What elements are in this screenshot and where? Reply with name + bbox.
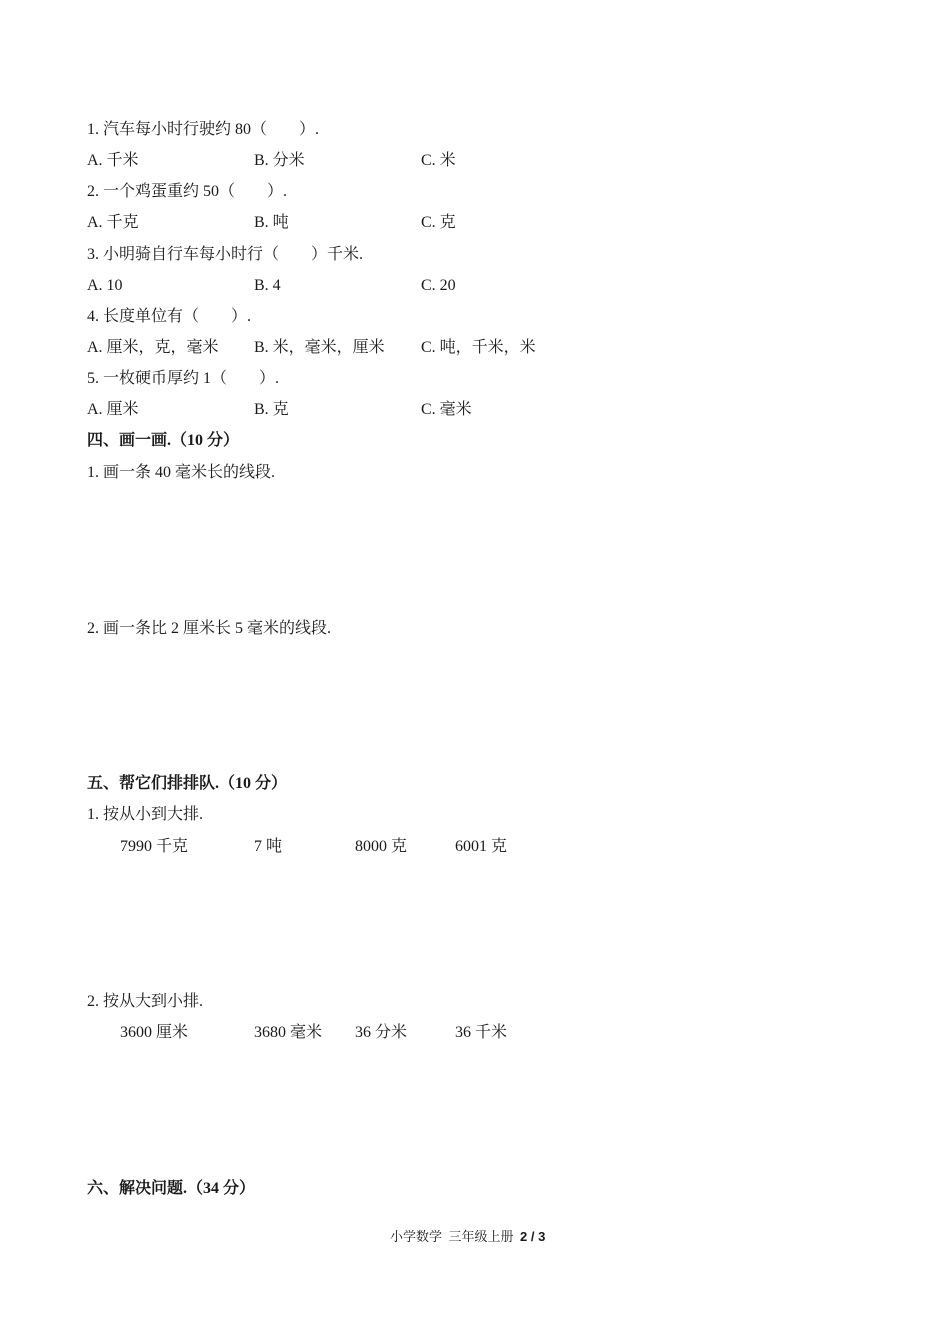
q2-option-b: B. 吨 xyxy=(254,214,289,231)
sort-item: 6001 克 xyxy=(455,838,508,855)
q3-option-c: C. 20 xyxy=(421,277,456,294)
sort-item: 36 分米 xyxy=(355,1024,408,1041)
q5-option-c: C. 毫米 xyxy=(421,401,472,418)
question-3: 3. 小明骑自行车每小时行（ ）千米. xyxy=(87,246,364,263)
sort-item: 7 吨 xyxy=(254,838,283,855)
q3-option-a: A. 10 xyxy=(87,277,123,294)
q5-option-a: A. 厘米 xyxy=(87,401,139,418)
question-4: 4. 长度单位有（ ）. xyxy=(87,308,252,325)
q1-option-a: A. 千米 xyxy=(87,152,139,169)
section-5-question-2: 2. 按从大到小排. xyxy=(87,993,204,1010)
question-1: 1. 汽车每小时行驶约 80（ ）. xyxy=(87,121,320,138)
sort-item: 7990 千克 xyxy=(120,838,189,855)
footer-text: 小学数学 三年级上册 xyxy=(390,1229,521,1244)
section-4-question-2: 2. 画一条比 2 厘米长 5 毫米的线段. xyxy=(87,620,332,637)
section-5-question-1: 1. 按从小到大排. xyxy=(87,806,204,823)
section-5-heading: 五、帮它们排排队.（10 分） xyxy=(87,775,288,792)
q2-option-a: A. 千克 xyxy=(87,214,139,231)
q4-option-c: C. 吨，千米，米 xyxy=(421,339,536,356)
section-4-heading: 四、画一画.（10 分） xyxy=(87,432,240,449)
q4-option-b: B. 米，毫米，厘米 xyxy=(254,339,385,356)
question-2: 2. 一个鸡蛋重约 50（ ）. xyxy=(87,183,288,200)
page-number: 2 / 3 xyxy=(520,1229,546,1244)
section-6-heading: 六、解决问题.（34 分） xyxy=(87,1180,256,1197)
q4-option-a: A. 厘米，克，毫米 xyxy=(87,339,219,356)
q3-option-b: B. 4 xyxy=(254,277,281,294)
page-footer xyxy=(390,1229,545,1245)
sort-item: 8000 克 xyxy=(355,838,408,855)
section-4-question-1: 1. 画一条 40 毫米长的线段. xyxy=(87,464,276,481)
question-5: 5. 一枚硬币厚约 1（ ）. xyxy=(87,370,280,387)
q2-option-c: C. 克 xyxy=(421,214,456,231)
sort-item: 3680 毫米 xyxy=(254,1024,323,1041)
q1-option-b: B. 分米 xyxy=(254,152,305,169)
q1-option-c: C. 米 xyxy=(421,152,456,169)
q5-option-b: B. 克 xyxy=(254,401,289,418)
sort-item: 3600 厘米 xyxy=(120,1024,189,1041)
sort-item: 36 千米 xyxy=(455,1024,508,1041)
